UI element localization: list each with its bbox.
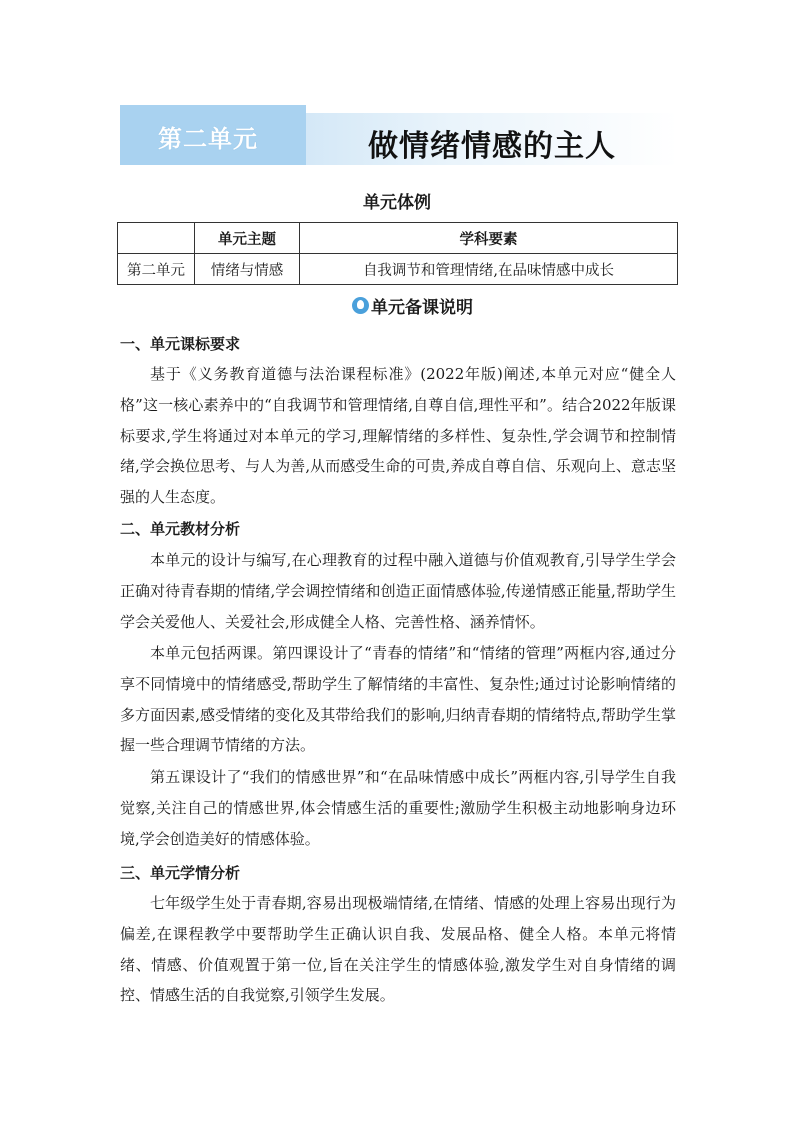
table-cell: 第二单元 bbox=[118, 254, 195, 285]
lightbulb-icon bbox=[352, 297, 369, 314]
table-cell: 自我调节和管理情绪,在品味情感中成长 bbox=[300, 254, 678, 285]
table-header-cell: 学科要素 bbox=[300, 223, 678, 254]
banner-unit-box bbox=[120, 105, 306, 165]
body-paragraph: 七年级学生处于青春期,容易出现极端情绪,在情绪、情感的处理上容易出现行为偏差,在课程教学中要帮助学生正确认识自我、发展品格、健全人格。本单元将情绪、情感、价值观置于第一位,旨在关注学生的情感体验,激发学生对自身情绪的调控、情感生活的自我觉察,引领学生发展。 bbox=[120, 894, 676, 1005]
table-title: 单元体例 bbox=[363, 193, 431, 213]
section-heading: 一、单元课标要求 bbox=[120, 335, 241, 353]
lesson-prep-heading bbox=[352, 293, 473, 318]
unit-banner bbox=[120, 105, 678, 165]
section-heading: 三、单元学情分析 bbox=[120, 864, 241, 882]
body-paragraph: 本单元包括两课。第四课设计了“青春的情绪”和“情绪的管理”两框内容,通过分享不同情境中的情绪感受,帮助学生了解情绪的丰富性、复杂性;通过讨论影响情绪的多方面因素,感受情绪的变化及其带给我们的影响,归纳青春期的情绪特点,帮助学生掌握一些合理调节情绪的方法。 bbox=[120, 644, 676, 755]
banner-unit-label: 第二单元 bbox=[158, 125, 258, 153]
lesson-prep-heading-text: 单元备课说明 bbox=[371, 298, 473, 318]
banner-title-box bbox=[306, 113, 678, 165]
table-cell: 情绪与情感 bbox=[195, 254, 300, 285]
table-row bbox=[118, 254, 678, 285]
table-header-row bbox=[118, 223, 678, 254]
unit-table bbox=[117, 222, 678, 285]
section-heading: 二、单元教材分析 bbox=[120, 520, 241, 538]
body-paragraph: 第五课设计了“我们的情感世界”和“在品味情感中成长”两框内容,引导学生自我觉察,关注自己的情感世界,体会情感生活的重要性;激励学生积极主动地影响身边环境,学会创造美好的情感体验。 bbox=[120, 768, 676, 848]
body-paragraph: 本单元的设计与编写,在心理教育的过程中融入道德与价值观教育,引导学生学会正确对待青春期的情绪,学会调控情绪和创造正面情感体验,传递情感正能量,帮助学生学会关爱他人、关爱社会,形成健全人格、完善性格、涵养情怀。 bbox=[120, 551, 676, 631]
banner-title: 做情绪情感的主人 bbox=[368, 129, 616, 164]
body-paragraph: 基于《义务教育道德与法治课程标准》(2022年版)阐述,本单元对应“健全人格”这一核心素养中的“自我调节和管理情绪,自尊自信,理性平和”。结合2022年版课标要求,学生将通过对本单元的学习,理解情绪的多样性、复杂性,学会调节和控制情绪,学会换位思考、与人为善,从而感受生命的可贵,养成自尊自信、乐观向上、意志坚强的人生态度。 bbox=[120, 365, 676, 507]
table-header-cell: 单元主题 bbox=[195, 223, 300, 254]
table-header-cell bbox=[118, 223, 195, 254]
